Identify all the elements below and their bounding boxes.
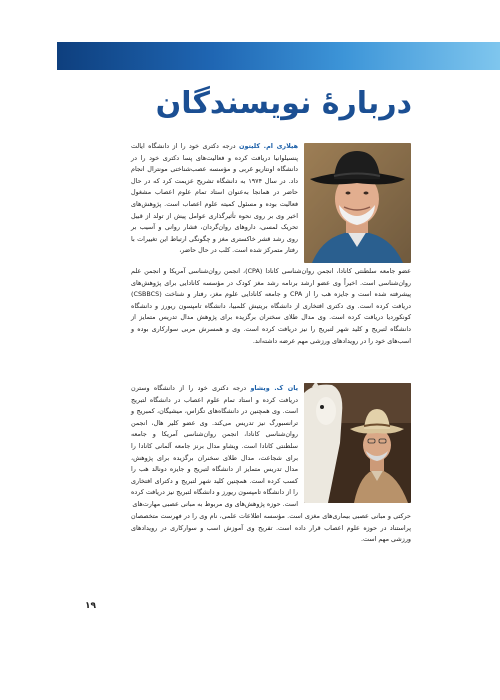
author-2-bio-continued: حرکتی و مبانی عصبی بیماری‌های مغزی است. مؤسسه اطلاعات علمی، نام وی را در فهرست متخصصان پراستناد در حوزه علوم اعصاب قرار داده است. تفریح وی آموزش اسب و سوارکاری در رویدادهای ورزشی مهم است.: [131, 512, 411, 544]
author-1-bio-continued: عضو جامعه سلطنتی کانادا، انجمن روان‌شناسی کانادا (CPA)، انجمن روان‌شناسی آمریکا و انجمن علم روان‌شناسی است. اخیراً وی عضو ارشد برنامه رشد مغز کودک در مؤسسه کانادایی برای پژوهش‌های پیشرفته شده است و جایزه هب را از CPA و جامعه کانادایی علوم مغز، رفتار و شناخت (CSBBCS) دریافت کرده است. وی دکتری افتخاری از دانشگاه بریتیش کلمبیا، دانشگاه تامپسون ریورز و دانشگاه کونکوردیا دریافت کرده است. وی مدال طلای سخنران برگزیده برای پژوهش مدال تدریس متمایز از دانشگاه لتبریج و کلید شهر لتبریج را نیز دریافت کرده است. وی و همسرش مربی سوارکاری بوده و اسب‌های خود را در رویدادهای ورزشی مهم عرضه داشته‌اند.: [131, 267, 411, 345]
author-2-photo: [304, 383, 411, 503]
author-2-bio-intro: [131, 383, 298, 513]
page-title: دربارهٔ نویسندگان: [155, 86, 412, 121]
page-number: ۱۹: [85, 601, 96, 611]
author-1-photo: [304, 143, 411, 263]
header-color-bar: [57, 42, 500, 70]
author-1-intro-text: درجه دکتری خود را از دانشگاه ایالت پنسیلوانیا دریافت کرده و فعالیت‌های پسا دکتری خود را در دانشگاه اونتاریو غربی و مؤسسه عصب‌شناختی مونترال انجام داد. در سال ۱۹۷۴ به دانشگاه تشریح عزیمت کرد که در حال حاضر در همانجا به‌عنوان استاد تمام علوم اعصاب مشغول فعالیت بوده و مسئول کمیته علوم اعصاب است. پژوهش‌های اخیر وی بر روی نحوه تأثیرگذاری عوامل پیش از تولد از قبیل تحریک لمسی، داروهای روان‌گردان، فشار روانی و آسیب بر روی رشد قشر خاکستری مغز و چگونگی ارتباط این تغییرات با رفتار متمرکز شده است. کلب در حال حاضر،: [131, 142, 298, 255]
author-2-name: یان ک. ویشاو: [250, 384, 298, 392]
author-1-name: هیلاری ام. کلیتون: [239, 142, 298, 150]
author-2-intro-text: درجه دکتری خود را از دانشگاه وسترن دریافت کرده و استاد تمام علوم اعصاب در دانشگاه لتبریج است. وی همچنین در دانشگاه‌های تگزاس، میشیگان، کمبریج و ترانسبورگ نیز تدریس می‌کند. وی عضو کلیر هال، انجمن روان‌شناسی کانادا، انجمن روان‌شناسی آمریکا و جامعه سلطنتی کانادا است. ویشاو مدال برنز جامعه آلمانی کانادا را برای شجاعت، مدال طلای سخنران برگزیده برای پژوهش، مدال تدریس متمایز از دانشگاه لتبریج و جایزه دونالد هب را کسب کرده است. همچنین کلید شهر لتبریج و دکترای افتخاری را از دانشگاه تامپسون ریورز و دانشگاه لتبریج نیز دریافت کرده است. حوزه پژوهش‌های وی مربوط به مبانی عصبی مهارت‌های: [131, 384, 298, 508]
